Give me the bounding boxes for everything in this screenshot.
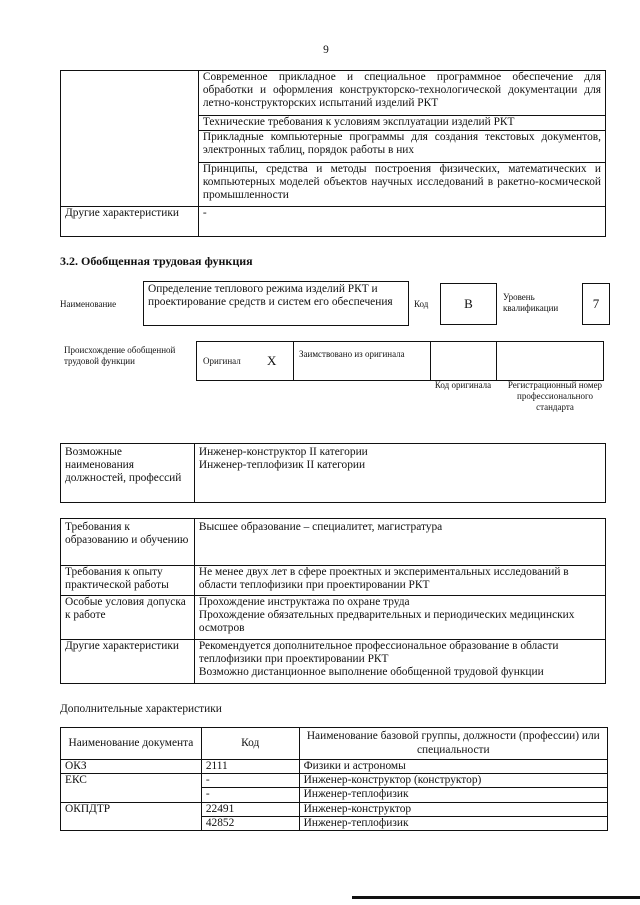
function-name: Определение теплового режима изделий РКТ и проектирование средств и систем его обеспечения	[148, 283, 393, 309]
header-code: Код	[201, 728, 299, 760]
knowledge-item: Прикладные компьютерные программы для создания текстовых документов, электронных таблиц, порядок работы в них	[198, 131, 605, 163]
code-cell: 2111	[201, 760, 299, 774]
code-label: Код	[414, 299, 429, 309]
level-label: Уровень квалификации	[503, 292, 559, 313]
positions-values	[194, 444, 605, 503]
req-line: Прохождение инструктажа по охране труда	[198, 596, 410, 608]
name-cell: Инженер-конструктор	[299, 802, 607, 816]
knowledge-item: Современное прикладное и специальное программное обеспечение для обработки и оформления конструкторско-технологической документации для летно-конструкторских испытаний изделий РКТ	[198, 71, 605, 116]
other-characteristics-value: -	[198, 207, 605, 237]
code-cell: -	[201, 774, 299, 788]
level-value: 7	[592, 296, 600, 311]
req-line: Рекомендуется дополнительное профессиональное образование в области теплофизики при проектировании РКТ	[198, 640, 559, 666]
req-value-special	[194, 596, 605, 640]
level-box	[582, 283, 610, 325]
additional-table	[60, 727, 608, 831]
req-label-experience: Требования к опыту практической работы	[61, 566, 195, 596]
requirements-table	[60, 518, 606, 684]
page-number: 9	[323, 44, 329, 56]
name-cell: Физики и астрономы	[299, 760, 607, 774]
req-line: Прохождение обязательных предварительных и периодических медицинских осмотров	[198, 609, 575, 635]
section-title: 3.2. Обобщенная трудовая функция	[60, 254, 253, 268]
req-label-special: Особые условия допуска к работе	[61, 596, 195, 640]
function-code: B	[464, 296, 473, 311]
code-original-caption: Код оригинала	[434, 380, 492, 390]
positions-table	[60, 443, 606, 503]
req-label-other: Другие характеристики	[61, 640, 195, 684]
reg-number-caption: Регистрационный номер профессионального стандарта	[507, 380, 603, 412]
borrowed-label: Заимствовано из оригинала	[299, 349, 405, 359]
name-cell: Инженер-теплофизик	[299, 816, 607, 830]
function-name-box	[143, 281, 409, 326]
scan-edge-line	[352, 896, 640, 899]
name-label: Наименование	[60, 299, 117, 309]
position-item: Инженер-теплофизик II категории	[198, 459, 366, 472]
doc-cell: ЕКС	[61, 774, 202, 802]
req-value-other	[194, 640, 605, 684]
original-label: Оригинал	[203, 356, 241, 366]
function-code-box	[440, 283, 497, 325]
name-cell: Инженер-теплофизик	[299, 788, 607, 802]
doc-cell: ОКЗ	[61, 760, 202, 774]
req-line: Возможно дистанционное выполнение обобщенной трудовой функции	[198, 666, 544, 679]
knowledge-table	[60, 70, 606, 237]
code-cell: 42852	[201, 816, 299, 830]
origin-box	[196, 341, 604, 381]
other-characteristics-label: Другие характеристики	[61, 207, 199, 237]
code-cell: -	[201, 788, 299, 802]
positions-label: Возможные наименования должностей, профессий	[61, 444, 195, 503]
origin-label: Происхождение обобщенной трудовой функции	[64, 345, 176, 366]
doc-cell: ОКПДТР	[61, 802, 202, 830]
position-item: Инженер-конструктор II категории	[198, 446, 368, 458]
original-mark: X	[267, 353, 277, 368]
additional-title: Дополнительные характеристики	[60, 703, 222, 715]
knowledge-item: Принципы, средства и методы построения физических, математических и компьютерных моделей объектов научных исследований в ракетно-космической промышленности	[198, 163, 605, 207]
req-line: Не менее двух лет в сфере проектных и экспериментальных исследований в области теплофизики при проектировании РКТ	[198, 566, 569, 592]
knowledge-label-cell	[61, 71, 199, 207]
name-cell: Инженер-конструктор (конструктор)	[299, 774, 607, 788]
req-value-experience	[194, 566, 605, 596]
req-value-education	[194, 519, 605, 566]
header-name: Наименование базовой группы, должности (профессии) или специальности	[299, 728, 607, 760]
knowledge-item: Технические требования к условиям эксплуатации изделий РКТ	[198, 116, 605, 131]
req-line: Высшее образование – специалитет, магистратура	[198, 521, 443, 533]
req-label-education: Требования к образованию и обучению	[61, 519, 195, 566]
header-doc: Наименование документа	[61, 728, 202, 760]
code-cell: 22491	[201, 802, 299, 816]
